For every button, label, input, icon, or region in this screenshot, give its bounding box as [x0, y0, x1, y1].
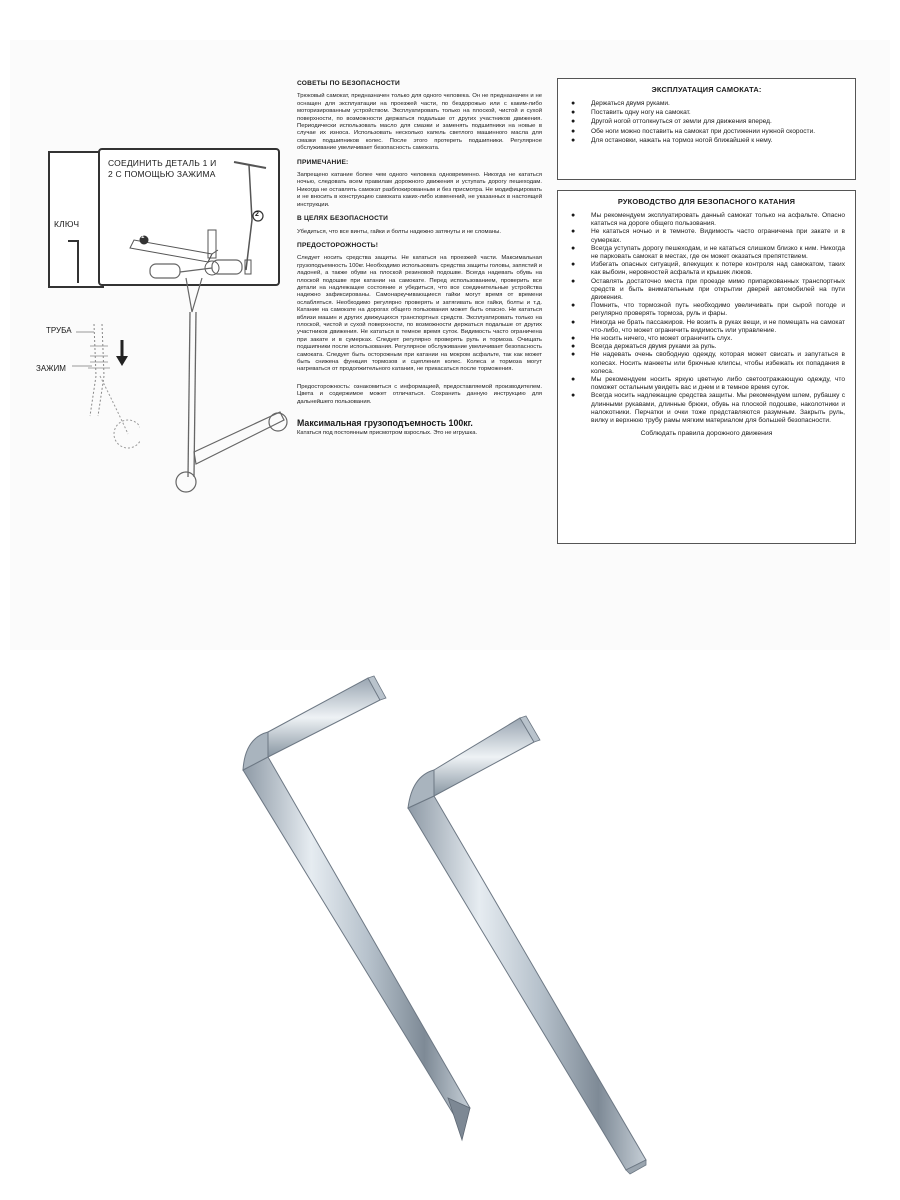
rules-list — [558, 212, 855, 425]
hex-key-right — [408, 716, 646, 1174]
hex-key-left — [243, 676, 470, 1140]
assembly-instruction: СОЕДИНИТЬ ДЕТАЛЬ 1 И 2 С ПОМОЩЬЮ ЗАЖИМА — [108, 158, 217, 179]
caution-text: Предосторожность: ознакомиться с информацией, предоставляемой производителем. Цвета и содержимое может отличаться. Сохранить данную инструкцию для дальнейшего пользования. — [297, 383, 542, 405]
list-item: ● Мы рекомендуем носить яркую цветную либо светоотражающую одежду, что поможет остальным увидеть вас и днем и в темное время суток. — [571, 376, 845, 392]
hex-key-icon — [50, 153, 102, 286]
scooter-drawing — [130, 252, 290, 497]
tube-label: ТРУБА — [46, 326, 72, 335]
safety-intro: Трюковый самокат, предназначен только для одного человека. Он не предназначен и не оснащен для эксплуатации на проезжей части, по бездорожью или с каким-либо моторизированным устройством. Эксплуатировать только на плоской, чистой и сухой поверхности, по возможности держаться подальше от других участников движения. Периодически использовать масло для смазки и заменять подшипники на новые в случае их износа. Использовать несколько капель светлого машинного масла для смазки подшипников колес. После этого протереть подшипники. Регулярное обслуживание увеличивает безопасность самоката. — [297, 93, 542, 152]
safety-title: СОВЕТЫ ПО БЕЗОПАСНОСТИ — [297, 80, 400, 87]
operation-list — [558, 100, 855, 145]
list-item: ● Не носить ничего, что может ограничить слух. — [571, 335, 733, 343]
list-item: ● Всегда держаться двумя руками за руль. — [571, 343, 717, 351]
operation-box — [557, 78, 856, 180]
list-item: ● Никогда не брать пассажиров. Не возить в руках вещи, и не помещать на самокат что-либо, что может ограничить видимость или управление. — [571, 318, 845, 334]
marker-2: 2 — [255, 211, 259, 218]
key-label: КЛЮЧ — [54, 219, 80, 229]
riding-rules-box — [557, 190, 856, 544]
operation-title: ЭКСПЛУАТАЦИЯ САМОКАТА: — [651, 85, 762, 94]
list-item: ● Оставлять достаточно места при проезде мимо припаркованных транспортных средств и быть внимательным при открытии дверей автомобилей на пути движения. — [571, 277, 845, 302]
key-figure-box — [48, 151, 104, 288]
warning-text: Следует носить средства защиты. Не кататься на проезжей части. Максимальная грузоподъемность 100кг. Необходимо использовать средства защиты головы, запястий и ладоней, а также обуви на плоской резиновой подошве. Всегда надевать обувь на плоской подошве при катании на самокате. Перед использованием, проверить все детали на надлежащее состояние и убедиться, что все соединительные устройства надежно зафиксированы. Самонаркучивающиеся гайки могут время от времени ослабляться. Необходимо регулярно проверять и затягивать все гайки, болты и т.д. Катание на самокате на дорогах общего пользования может быть опасно. Не кататься вблизи машин и других движущихся транспортных средств. Эксплуатировать только на плоской, чистой и сухой поверхности, по возможности держаться подальше от других участников движения. Не кататься в темное время суток. Видимость часто ограничена при закате и в сумерках. Следует регулярно проверять руль и тормоза. Очищать подшипники после использования. Регулярное обслуживание увеличивает безопасность самоката. Следует быть осторожным при катании на мокром асфальте, так как может быть снижена функция тормозов и сцепления колес. Колеса и тормоза могут нагреваться от продолжительного катания, не прикасаться после торможения. — [297, 255, 542, 373]
list-item: ● Обе ноги можно поставить на самокат при достижении нужной скорости. — [571, 127, 816, 135]
list-item: ● Для остановки, нажать на тормоз ногой ближайшей к нему. — [571, 136, 773, 144]
list-item: ● Не кататься ночью и в темноте. Видимость часто ограничена при закате и в сумерках. — [571, 228, 845, 244]
list-item: ● Не надевать очень свободную одежду, которая может свисать и запутаться в колесах. Носить манжеты или брючные клипсы, чтобы избежать их попадания в колеса. — [571, 351, 845, 375]
instruction-sheet — [10, 40, 890, 650]
supervision-text: Кататься под постоянным присмотром взрослых. Это не игрушка. — [297, 430, 478, 437]
list-item: ● Всегда носить надлежащие средства защиты. Мы рекомендуем шлем, рубашку с длинными рукавами, длинные брюки, обувь на плоской подошве, наколотники и налокотники. Перчатки и очки тоже представляются разумным. Закрыть руль, вилку и верхнюю трубу рамы мягким материалом для большей безопасности. — [571, 392, 845, 425]
note-title: ПРИМЕЧАНИЕ: — [297, 158, 349, 166]
rules-footer: Соблюдать правила дорожного движения — [640, 430, 773, 438]
safety-column — [297, 80, 542, 443]
rules-title: РУКОВОДСТВО ДЛЯ БЕЗОПАСНОГО КАТАНИЯ — [617, 197, 796, 206]
safety-purpose-title: В ЦЕЛЯХ БЕЗОПАСНОСТИ — [297, 215, 389, 223]
list-item: ● Помнить, что тормозной путь необходимо увеличивать при сырой погоде и регулярно проверять тормоза, руль и фары. — [571, 302, 845, 318]
clamp-label: ЗАЖИМ — [36, 364, 66, 373]
clamp-detail-drawing — [30, 316, 140, 451]
warning-title: ПРЕДОСТОРОЖНОСТЬ! — [297, 241, 379, 249]
safety-purpose-text: Убедиться, что все винты, гайки и болты надежно затянуты и не сломаны. — [297, 228, 501, 235]
list-item: ● Мы рекомендуем эксплуатировать данный самокат только на асфальте. Опасно кататься на дороге общего пользования. — [571, 212, 845, 228]
max-load: Максимальная грузоподъемность 100кг. — [297, 418, 473, 429]
hex-keys-photo — [0, 650, 900, 1200]
marker-1: 1 — [141, 234, 145, 240]
list-item: ● Избегать опасных ситуаций, влекущих к потере контроля над самокатом, таких как выбоин, неровностей асфальта и крышек люков. — [571, 261, 845, 277]
note-text: Запрещено катание более чем одного человека одновременно. Никогда не кататься ночью, следовать всем правилам дорожного движения и уступать дорогу пешеходам. Никогда не оставлять самокат разблокированным и без присмотра. Не модифицировать и не вносить в конструкцию самоката каких-либо изменений, не указанных в настоящей инструкции. — [297, 172, 542, 208]
list-item: ● Другой ногой оттолкнуться от земли для движения вперед. — [571, 118, 772, 126]
list-item: ● Поставить одну ногу на самокат. — [571, 109, 691, 117]
list-item: ● Всегда уступать дорогу пешеходам, и не кататься слишком близко к ним. Никогда не парковать самокат в местах, где он может оказаться препятствием. — [571, 244, 845, 261]
list-item: ● Держаться двумя руками. — [571, 100, 670, 107]
